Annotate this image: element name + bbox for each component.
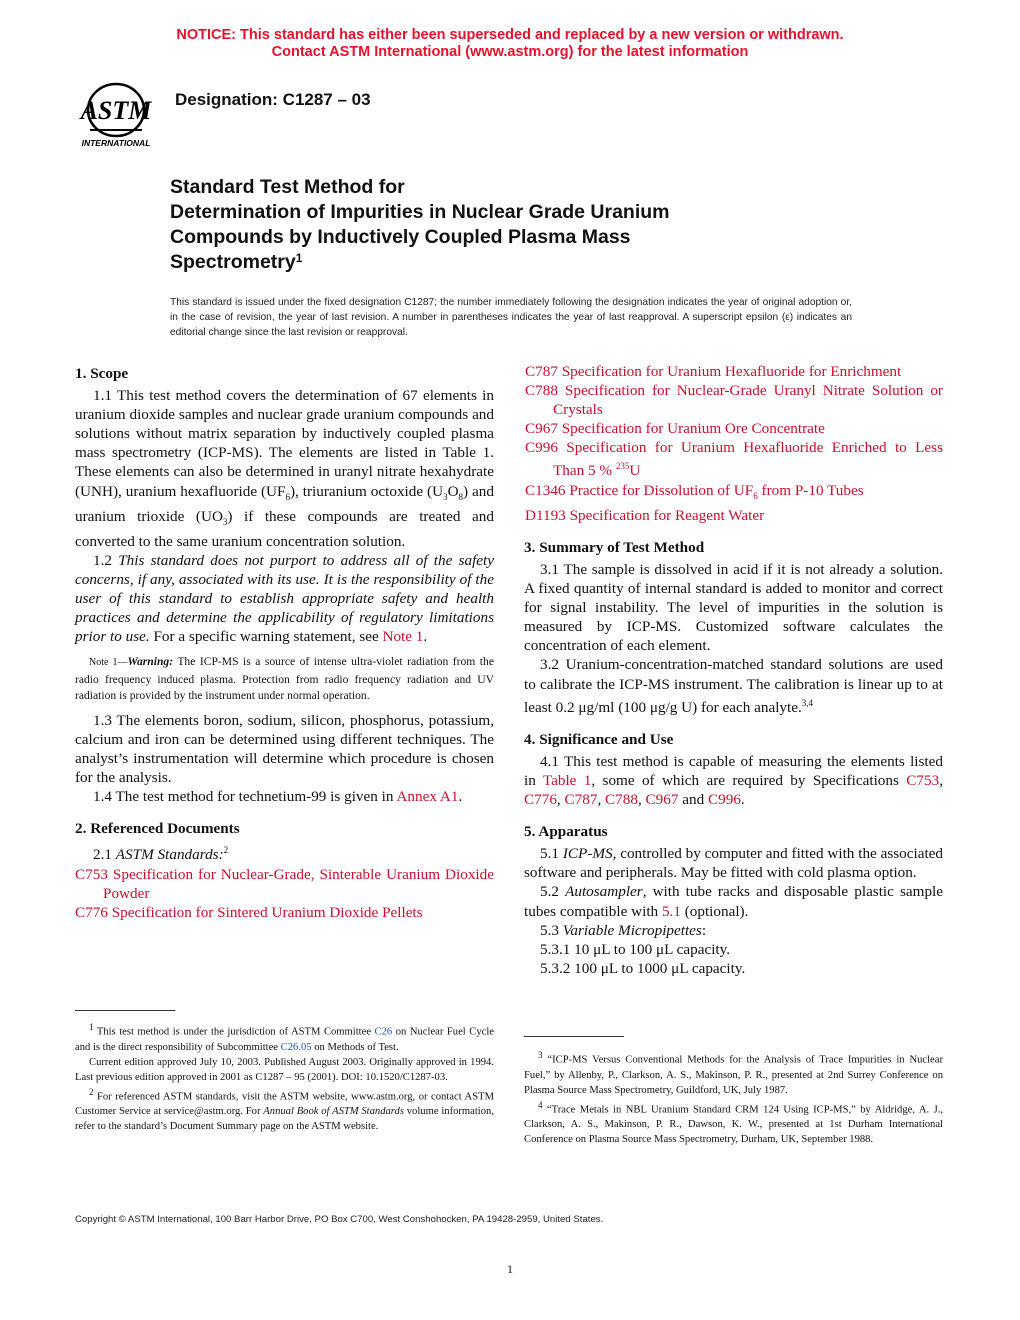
footnote-4: $^4$ “Trace Metals in NBL Uranium Standard CRM 124 Using ICP-MS,” by Aldridge, A. J., Clarkson, A. S., Makinson, P. R., Dawson, K. W., presented at 1st Durham International Conference on Plasma Source Mass Spectrometry, Durham, UK, September 1988. [524,1099,943,1146]
document-title [170,175,870,275]
c26-05-link[interactable]: C26.05 [280,1041,312,1053]
title-footnote-mark: 1 [295,251,303,265]
issued-note: This standard is issued under the fixed designation C1287; the number immediately following the designation indicates the year of original adoption or, in the case of revision, the year of last revision. A number in parentheses indicates the year of last reapproval. A superscript epsilon (ε) indicates an editorial change since the last revision or reapproval. [170,297,852,339]
apparatus-heading: 5. Apparatus [524,823,608,841]
significance-4-1: 4.1 This test method is capable of measuring the elements listed in Table 1, some of which are required by Specifications C753, C776, C787, C788, C967 and C996. [524,752,943,809]
title-line-3: Compounds by Inductively Coupled Plasma Mass [170,226,631,248]
logo-mark-text: ASTM [80,96,152,125]
withdrawn-notice [0,27,1020,61]
left-column [75,364,494,922]
apparatus-5-3: 5.3 Variable Micropipettes: [540,921,707,939]
scope-1-3: 1.3 The elements boron, sodium, silicon, phosphorus, potassium, calcium and iron can be determined using different techniques. The analyst’s instrumentation will determine which procedure is chosen for the analysis. [75,711,494,787]
summary-3-2: 3.2 Uranium-concentration-matched standard solutions are used to calibrate the ICP-MS instrument. The calibration is linear up to at least 0.2 μg/ml (100 μg/g U) for each analyte.$^{3,4}$ [524,656,943,716]
apparatus-5-2: 5.2 Autosampler, with tube racks and disposable plastic sample tubes compatible with 5.1 (optional). [524,883,944,920]
title-line-1: Standard Test Method for [170,176,405,198]
footnote-divider-right [524,1036,624,1037]
summary-3-1: 3.1 The sample is dissolved in acid if it is not already a solution. A fixed quantity of internal standard is added to monitor and correct for signal instability. The level of impurities in the solution is measured by ICP-MS. Customized software calculates the concentration of each element. [524,560,943,655]
title-line-2: Determination of Impurities in Nuclear Grade Uranium [170,201,670,223]
ref-c753[interactable]: C753 Specification for Nuclear-Grade, Sinterable Uranium Dioxide Powder [75,865,494,902]
notice-line-2: Contact ASTM International (www.astm.org) for the latest information [271,44,749,60]
apparatus-5-3-2: 5.3.2 100 μL to 1000 μL capacity. [540,959,746,977]
ref-c967[interactable]: C967 Specification for Uranium Ore Concentrate [525,420,825,438]
warning-note: Note 1—Warning: The ICP-MS is a source of intense ultra-violet radiation from the radio frequency induced plasma. Protection from radio frequency radiation and UV radiation is provided by the instrument under normal operation. [75,655,494,703]
c753-link[interactable]: C753 [906,771,940,789]
ref-c787[interactable]: C787 Specification for Uranium Hexafluoride for Enrichment [525,363,902,380]
footnote-1-edition: Current edition approved July 10, 2003. Published August 2003. Originally approved in 1994. Last previous edition approved in 2001 as C1287 – 95 (2001). DOI: 10.1520/C1287-03. [75,1056,494,1083]
scope-1-1: 1.1 This test method covers the determination of 67 elements in uranium dioxide samples and nuclear grade uranium compounds and solutions without matrix separation by inductively coupled plasma mass spectrometry (ICP-MS). The elements are listed in Table 1. These elements can also be determined in uranyl nitrate hexahydrate (UNH), uranium hexafluoride $(UF_6)$, triuranium octoxide $(U_3O_8)$ and uranium trioxide $(UO_3)$ if these compounds are treated and converted to the same uranium concentration solution. [75,387,494,550]
refdocs-heading: 2. Referenced Documents [75,820,240,838]
apparatus-5-3-1: 5.3.1 10 μL to 100 μL capacity. [540,940,731,958]
c788-link[interactable]: C788 [605,791,638,809]
apparatus-5-1: 5.1 ICP-MS, controlled by computer and fitted with the associated software and peripherals. May be fitted with cold plasma option. [524,845,944,882]
page-number: 1 [507,1262,513,1276]
ref-c788[interactable]: C788 Specification for Nuclear-Grade Uranyl Nitrate Solution or Crystals [525,382,943,419]
footnote-1: $^1$ This test method is under the jurisdiction of ASTM Committee C26 on Nuclear Fuel Cycle and is the direct responsibility of Subcommittee C26.05 on Methods of Test. [75,1022,494,1053]
c967-link[interactable]: C967 [645,791,679,809]
ref-d1193[interactable]: D1193 Specification for Reagent Water [525,506,765,524]
ref-c776[interactable]: C776 Specification for Sintered Uranium Dioxide Pellets [75,903,423,921]
footnotes-right [524,1048,943,1147]
logo-sub-text: INTERNATIONAL [81,138,151,148]
c26-link[interactable]: C26 [374,1026,393,1038]
right-column [524,362,943,978]
footnote-divider-left [75,1010,175,1011]
scope-heading: 1. Scope [75,365,129,382]
c776-link[interactable]: C776 [524,791,557,809]
c787-link[interactable]: C787 [564,791,598,809]
annex-a1-link[interactable]: Annex A1 [396,788,459,806]
ref-c1346[interactable]: C1346 Practice for Dissolution of $UF_6$ from P-10 Tubes [525,481,864,501]
note-1-link[interactable]: Note 1 [382,628,424,646]
notice-line-1: NOTICE: This standard has either been superseded and replaced by a new version or withdrawn. [176,27,844,43]
copyright-footer: Copyright © ASTM International, 100 Barr Harbor Drive, PO Box C700, West Conshohocken, PA 19428-2959, United States. [75,1214,604,1225]
summary-heading: 3. Summary of Test Method [524,538,705,556]
ref-c996[interactable]: C996 Specification for Uranium Hexafluoride Enriched to Less Than 5 % $^{235}$U [525,439,943,480]
designation: Designation: C1287 – 03 [175,90,371,109]
significance-heading: 4. Significance and Use [524,730,674,748]
scope-1-2: 1.2 This standard does not purport to address all of the safety concerns, if any, associated with its use. It is the responsibility of the user of this standard to establish appropriate safety and health practices and determine the applicability of regulatory limitations prior to use. For a specific warning statement, see Note 1. [75,551,494,646]
scope-1-4: 1.4 The test method for technetium-99 is given in Annex A1. [93,788,463,806]
footnotes-left [75,1020,494,1134]
footnote-2: $^2$ For referenced ASTM standards, visit the ASTM website, www.astm.org, or contact ASTM Customer Service at service@astm.org. For Annual Book of ASTM Standards volume information, refer to the standard’s Document Summary page on the ASTM website. [75,1086,494,1133]
c996-link[interactable]: C996 [708,791,741,809]
astm-standards-label: 2.1 ASTM Standards:$^2$ [93,845,229,864]
section-5-1-link[interactable]: 5.1 [661,902,681,920]
footnote-3: $^3$ “ICP-MS Versus Conventional Methods for the Analysis of Trace Impurities in Nuclear Fuel,” by Allenby, P., Clarkson, A. S., Makinson, P. R., presented at 2nd Surrey Conference on Plasma Source Mass Spectrometry, Guildford, UK, July 1987. [524,1050,943,1096]
title-line-4: Spectrometry [170,251,296,273]
table-1-link[interactable]: Table 1 [542,771,592,789]
astm-logo [70,78,162,150]
